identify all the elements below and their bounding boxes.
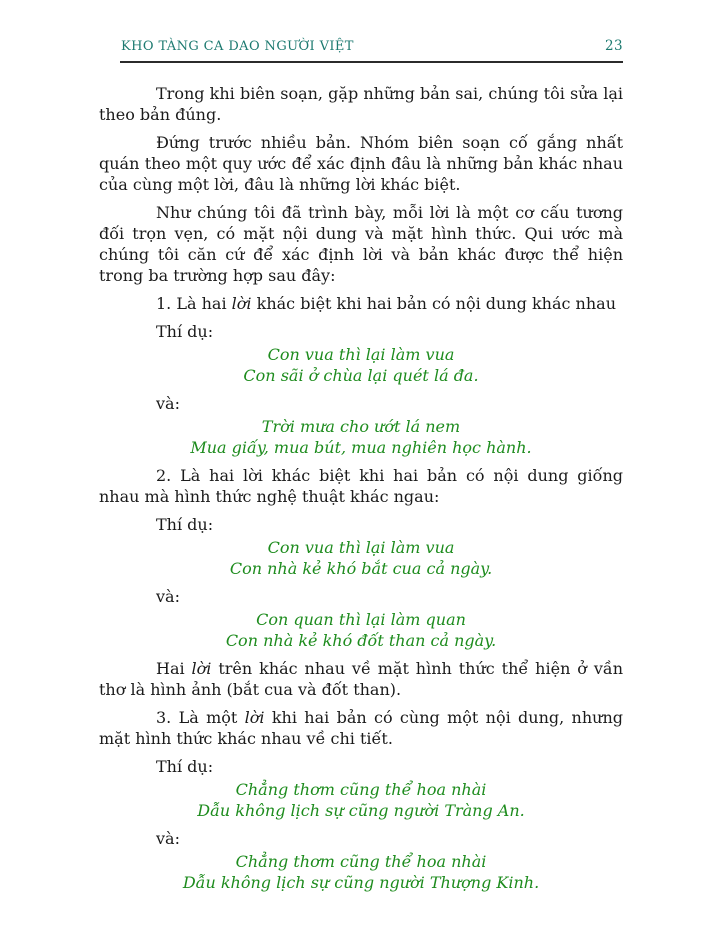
page-number: 23	[605, 38, 623, 54]
verse-4-line-2: Con nhà kẻ khó đốt than cả ngày.	[225, 631, 497, 650]
verse-3	[99, 537, 623, 579]
numbered-item-1	[99, 293, 623, 314]
verse-5	[99, 779, 623, 821]
example-label-3: Thí dụ:	[156, 757, 214, 776]
header-rule	[120, 61, 623, 63]
item1-suffix: khác biệt khi hai bản có nội dung khác nhau	[251, 294, 617, 313]
verse-2-line-2: Mua giấy, mua bút, mua nghiên học hành.	[190, 438, 532, 457]
verse-6	[99, 851, 623, 893]
paragraph-4	[99, 658, 623, 700]
verse-2-line-1: Trời mưa cho ướt lá nem	[261, 417, 461, 436]
paragraph-1: Trong khi biên soạn, gặp những bản sai, chúng tôi sửa lại theo bản đúng.	[99, 84, 623, 124]
p4-italic-word: lời	[191, 659, 212, 678]
p4-suffix: trên khác nhau về mặt hình thức thể hiện ở vần thơ là hình ảnh (bắt cua và đốt than).	[99, 659, 624, 699]
p4-prefix: Hai	[156, 659, 192, 678]
verse-1-line-2: Con sãi ở chùa lại quét lá đa.	[243, 366, 479, 385]
verse-1-line-1: Con vua thì lại làm vua	[267, 345, 455, 364]
verse-2	[99, 416, 623, 458]
numbered-item-3	[99, 707, 623, 749]
and-label-3: và:	[156, 829, 180, 848]
item3-italic-word: lời	[244, 708, 265, 727]
verse-4	[99, 609, 623, 651]
item3-suffix: khi hai bản có cùng một nội dung, nhưng mặt hình thức khác nhau về chi tiết.	[99, 708, 623, 748]
verse-6-line-2: Dẫu không lịch sự cũng người Thượng Kinh.	[182, 873, 540, 892]
example-label-1: Thí dụ:	[156, 322, 214, 341]
page-header	[99, 38, 623, 55]
verse-5-line-1: Chẳng thơm cũng thể hoa nhài	[235, 780, 487, 799]
item1-italic-word: lời	[231, 294, 252, 313]
verse-5-line-2: Dẫu không lịch sự cũng người Tràng An.	[197, 801, 525, 820]
verse-3-line-2: Con nhà kẻ khó bắt cua cả ngày.	[229, 559, 493, 578]
verse-3-line-1: Con vua thì lại làm vua	[267, 538, 455, 557]
verse-6-line-1: Chẳng thơm cũng thể hoa nhài	[235, 852, 487, 871]
verse-4-line-1: Con quan thì lại làm quan	[256, 610, 466, 629]
example-label-2: Thí dụ:	[156, 515, 214, 534]
numbered-item-2: 2. Là hai lời khác biệt khi hai bản có nội dung giống nhau mà hình thức nghệ thuật khác ngau:	[99, 466, 623, 506]
verse-1	[99, 344, 623, 386]
paragraph-2: Đứng trước nhiều bản. Nhóm biên soạn cố gắng nhất quán theo một quy ước để xác định đâu là những bản khác nhau của cùng một lời, đâu là những lời khác biệt.	[99, 133, 623, 194]
running-title: KHO TÀNG CA DAO NGƯỜI VIỆT	[121, 39, 354, 54]
item3-prefix: 3. Là một	[156, 708, 245, 727]
item1-prefix: 1. Là hai	[156, 294, 232, 313]
and-label-2: và:	[156, 587, 180, 606]
page-body	[99, 83, 623, 893]
and-label-1: và:	[156, 394, 180, 413]
paragraph-3: Như chúng tôi đã trình bày, mỗi lời là một cơ cấu tương đối trọn vẹn, có mặt nội dung và mặt hình thức. Qui ước mà chúng tôi căn cứ để xác định lời và bản khác được thể hiện trong ba trường hợp sau đây:	[99, 203, 623, 285]
